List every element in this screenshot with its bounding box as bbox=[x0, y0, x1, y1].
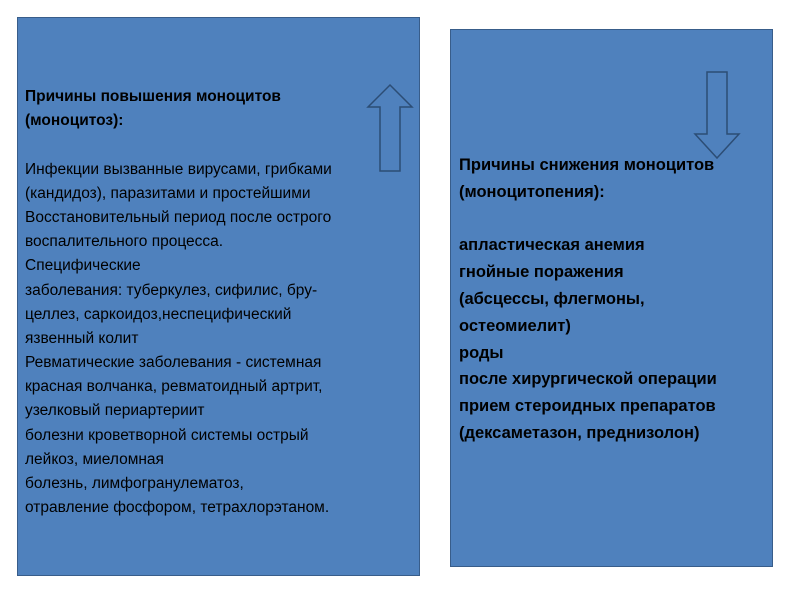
monocytosis-text bbox=[25, 85, 332, 520]
monocytosis-cause-line: узелковый периартериит bbox=[25, 402, 205, 420]
spacer bbox=[459, 206, 717, 233]
monocytosis-cause-line: (кандидоз), паразитами и простейшими bbox=[25, 184, 311, 202]
monocytosis-cause-line: Специфические bbox=[25, 257, 141, 275]
monocytosis-cause-line: болезни кроветворной системы острый bbox=[25, 426, 309, 444]
down-arrow-icon bbox=[693, 70, 741, 160]
monocytosis-title-line-2: (моноцитоз): bbox=[25, 112, 124, 130]
monocytosis-cause-line: заболевания: туберкулез, сифилис, бру- bbox=[25, 281, 318, 299]
monocytopenia-cause-line: апластическая анемия bbox=[459, 236, 645, 255]
monocytosis-title-line-1: Причины повышения моноцитов bbox=[25, 88, 281, 105]
monocytopenia-cause-line: (дексаметазон, преднизолон) bbox=[459, 423, 700, 442]
spacer bbox=[25, 133, 332, 157]
monocytosis-cause-line: язвенный колит bbox=[25, 329, 139, 347]
up-arrow-icon bbox=[366, 83, 414, 173]
monocytosis-panel bbox=[17, 17, 420, 576]
monocytosis-cause-line: Ревматические заболевания - системная bbox=[25, 354, 322, 372]
monocytopenia-cause-line: роды bbox=[459, 343, 504, 362]
monocytosis-cause-line: Инфекции вызванные вирусами, грибками bbox=[25, 160, 332, 178]
monocytosis-cause-line: отравление фосфором, тетрахлорэтаном. bbox=[25, 499, 330, 517]
monocytopenia-title-line-2: (моноцитопения): bbox=[459, 182, 605, 201]
monocytopenia-text bbox=[459, 152, 717, 447]
monocytopenia-title-line-1: Причины снижения моноцитов bbox=[459, 156, 715, 174]
monocytosis-cause-line: воспалительного процесса. bbox=[25, 233, 224, 251]
monocytopenia-cause-line: (абсцессы, флегмоны, bbox=[459, 289, 645, 308]
monocytosis-cause-line: Восстановительный период после острого bbox=[25, 208, 332, 226]
monocytosis-cause-line: лейкоз, миеломная bbox=[25, 450, 164, 468]
monocytosis-cause-line: болезнь, лимфогранулематоз, bbox=[25, 475, 244, 492]
monocytosis-cause-line: красная волчанка, ревматоидный артрит, bbox=[25, 378, 323, 396]
monocytopenia-cause-line: прием стероидных препаратов bbox=[459, 397, 716, 416]
monocytopenia-cause-line: после хирургической операции bbox=[459, 370, 717, 389]
monocytopenia-cause-line: остеомиелит) bbox=[459, 316, 571, 335]
monocytopenia-cause-line: гнойные поражения bbox=[459, 263, 624, 282]
monocytosis-cause-line: целлез, саркоидоз,неспецифический bbox=[25, 305, 292, 323]
